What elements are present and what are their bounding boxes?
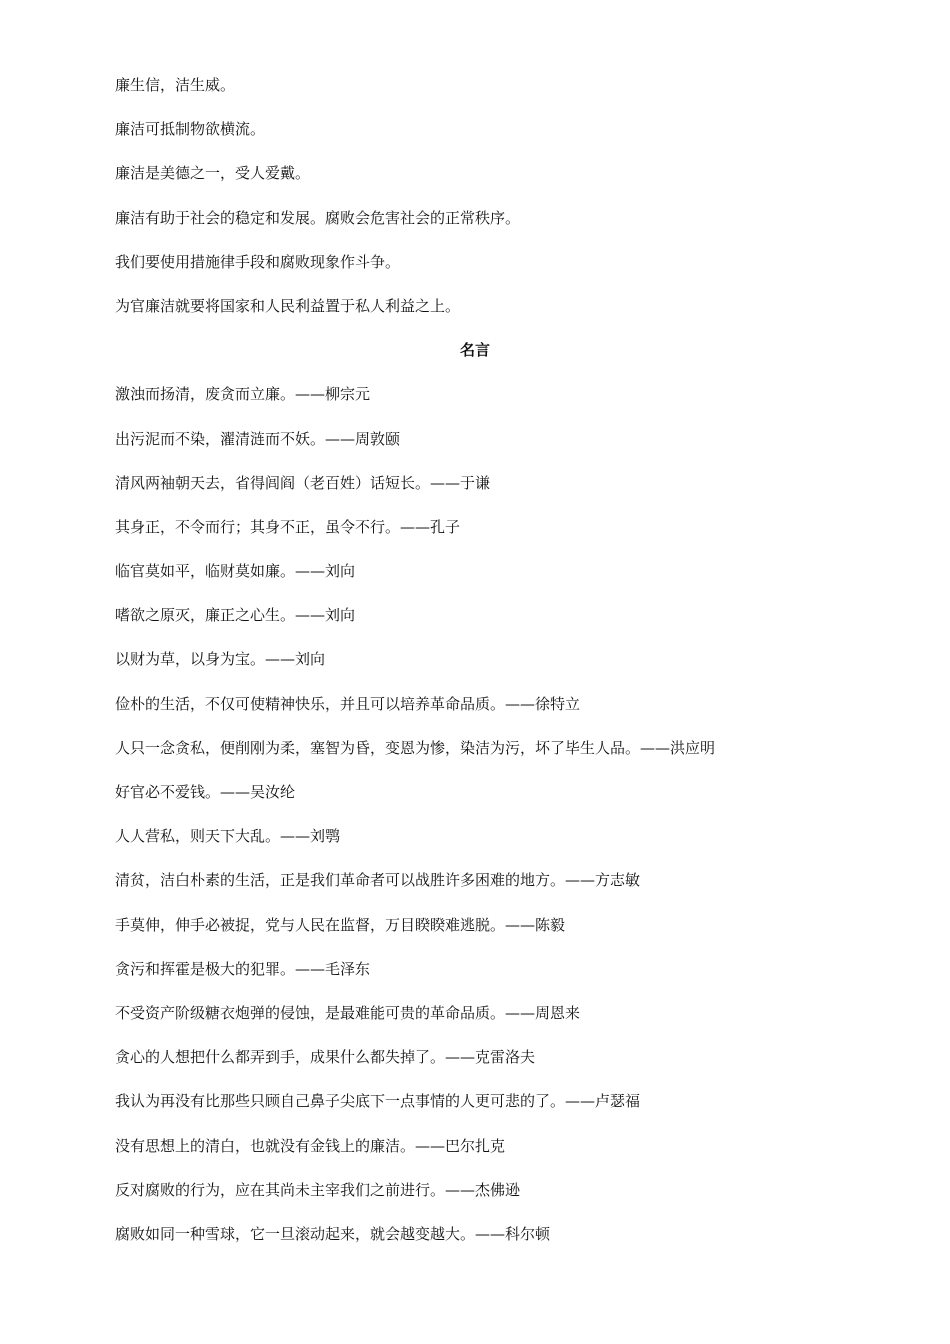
intro-line: 为官廉洁就要将国家和人民利益置于私人利益之上。 <box>115 296 461 315</box>
quote-line: 我认为再没有比那些只顾自己鼻子尖底下一点事情的人更可悲的了。——卢瑟福 <box>115 1092 641 1111</box>
document-body <box>115 74 835 1245</box>
quote-line: 贪污和挥霍是极大的犯罪。——毛泽东 <box>115 959 371 978</box>
quote-line: 不受资产阶级糖衣炮弹的侵蚀，是最难能可贵的革命品质。——周恩来 <box>115 1003 581 1022</box>
intro-lines <box>115 74 835 317</box>
quote-line: 贪心的人想把什么都弄到手，成果什么都失掉了。——克雷洛夫 <box>115 1048 536 1067</box>
quote-list <box>115 383 835 1245</box>
quote-line: 没有思想上的清白，也就没有金钱上的廉洁。——巴尔扎克 <box>115 1136 506 1155</box>
quote-line: 临官莫如平，临财莫如廉。——刘向 <box>115 562 356 581</box>
intro-line: 廉生信，洁生威。 <box>115 76 236 94</box>
intro-line: 廉洁可抵制物欲横流。 <box>115 120 266 139</box>
quote-line: 出污泥而不染，濯清涟而不妖。——周敦颐 <box>115 429 401 448</box>
quote-line: 手莫伸，伸手必被捉，党与人民在监督，万目睽睽难逃脱。——陈毅 <box>115 915 566 934</box>
quote-line: 激浊而扬清，废贪而立廉。——柳宗元 <box>115 385 371 404</box>
quote-line: 清风两袖朝天去，省得闾阎（老百姓）话短长。——于谦 <box>115 473 491 492</box>
quote-line: 人只一念贪私，便削刚为柔，塞智为昏，变恩为惨，染洁为污，坏了毕生人品。——洪应明 <box>115 738 716 757</box>
quote-line: 以财为草，以身为宝。——刘向 <box>115 650 326 669</box>
quote-line: 嗜欲之原灭，廉正之心生。——刘向 <box>115 606 356 625</box>
quote-line: 清贫，洁白朴素的生活，正是我们革命者可以战胜许多困难的地方。——方志敏 <box>115 871 641 890</box>
section-title: 名言 <box>459 341 490 360</box>
quote-line: 腐败如同一种雪球，它一旦滚动起来，就会越变越大。——科尔顿 <box>115 1224 551 1243</box>
intro-line: 我们要使用措施律手段和腐败现象作斗争。 <box>115 252 401 271</box>
quote-line: 反对腐败的行为，应在其尚未主宰我们之前进行。——杰佛逊 <box>115 1180 521 1199</box>
quote-line: 好官必不爱钱。——吴汝纶 <box>115 783 296 801</box>
quote-line: 俭朴的生活，不仅可使精神快乐，并且可以培养革命品质。——徐特立 <box>115 694 581 713</box>
intro-line: 廉洁有助于社会的稳定和发展。腐败会危害社会的正常秩序。 <box>115 208 521 227</box>
quote-line: 人人营私，则天下大乱。——刘鹗 <box>115 827 341 846</box>
intro-line: 廉洁是美德之一，受人爱戴。 <box>115 164 311 183</box>
quote-line: 其身正，不令而行；其身不正，虽令不行。——孔子 <box>115 517 461 536</box>
